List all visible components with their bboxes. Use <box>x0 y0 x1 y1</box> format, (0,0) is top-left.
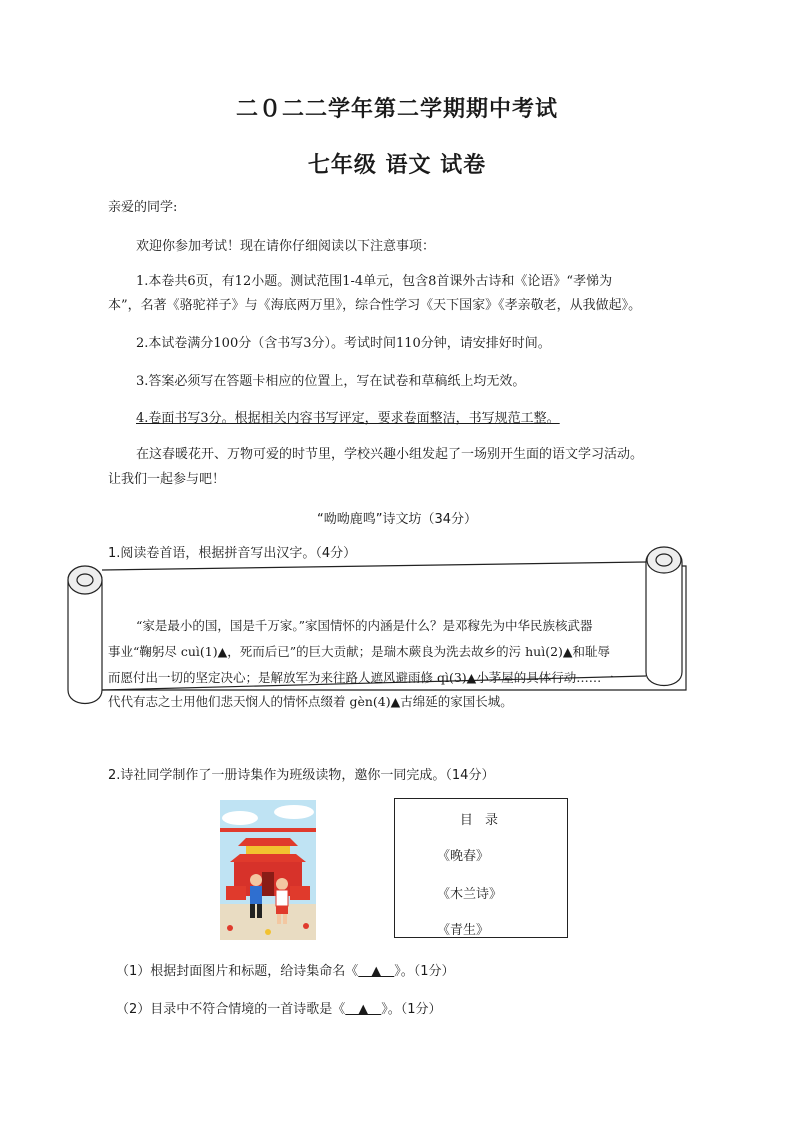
question-2-prompt: 2.诗社同学制作了一册诗集作为班级读物，邀你一同完成。（14分） <box>108 768 495 783</box>
section-title: “呦呦鹿鸣”诗文坊（34分） <box>316 512 477 527</box>
notice-item-1: 1.本卷共6页，有12小题。测试范围1-4单元，包含8首课外古诗和《论语》“孝悌为 <box>136 274 613 289</box>
subquestion-2-score: 》。（1分） <box>381 1002 442 1017</box>
subquestion-1-text: （1）根据封面图片和标题，给诗集命名《 <box>116 964 359 979</box>
answer-blank: ▲ <box>358 964 395 979</box>
table-of-contents <box>394 798 568 938</box>
subquestion-1-score: 》。（1分） <box>394 964 455 979</box>
notice-item-3: 3.答案必须写在答题卡相应的位置上，写在试卷和草稿纸上均无效。 <box>136 374 526 389</box>
toc-item: 《晚春》 <box>437 849 490 864</box>
greeting: 亲爱的同学: <box>108 200 178 215</box>
notice-lead: 欢迎你参加考试！现在请你仔细阅读以下注意事项： <box>136 239 436 254</box>
subquestion-2 <box>116 998 442 1017</box>
passage-line-2: 事业“鞠躬尽 cuì(1)▲，死而后已”的巨大贡献；是瑞木蕨良为洗去故乡的污 huì(2)▲和耻辱 <box>108 644 611 659</box>
notice-item-1-cont: 本”，名著《骆驼祥子》与《海底两万里》，综合性学习《天下国家》《孝亲敬老，从我做起》。 <box>108 298 642 313</box>
subquestion-2-text: （2）目录中不符合情境的一首诗歌是《 <box>116 1002 346 1017</box>
notice-item-4: 4.卷面书写3分。根据相关内容书写评定，要求卷面整洁，书写规范工整。 <box>136 411 560 426</box>
passage-line-1: “家是最小的国，国是千万家。”家国情怀的内涵是什么？是邓稼先为中华民族核武器 <box>136 618 593 633</box>
toc-item: 《木兰诗》 <box>437 887 503 902</box>
intro-line-1: 在这春暖花开、万物可爱的时节里，学校兴趣小组发起了一场别开生面的语文学习活动。 <box>136 447 644 462</box>
passage-line-3: 而愿付出一切的坚定决心；是解放军为来往路人遮风避雨修 qì(3)▲小茅屋的具体行动……一 <box>108 670 614 685</box>
exam-subtitle: 七年级 语文 试卷 <box>307 153 487 178</box>
passage-line-4: 代代有志之士用他们悲天悯人的情怀点缀着 gèn(4)▲古绵延的家国长城。 <box>108 694 513 709</box>
answer-blank: ▲ <box>345 1002 382 1017</box>
question-1-prompt: 1.阅读卷首语，根据拼音写出汉字。（4分） <box>108 546 357 561</box>
toc-title: 目 录 <box>459 813 503 828</box>
notice-item-2: 2.本试卷满分100分（含书写3分）。考试时间110分钟，请安排好时间。 <box>136 336 551 351</box>
exam-title: 二０二二学年第二学期期中考试 <box>235 97 558 122</box>
subquestion-1 <box>116 960 455 979</box>
poetry-cover-illustration <box>220 800 316 940</box>
toc-item: 《青生》 <box>437 923 490 938</box>
intro-line-2: 让我们一起参与吧！ <box>108 472 226 487</box>
